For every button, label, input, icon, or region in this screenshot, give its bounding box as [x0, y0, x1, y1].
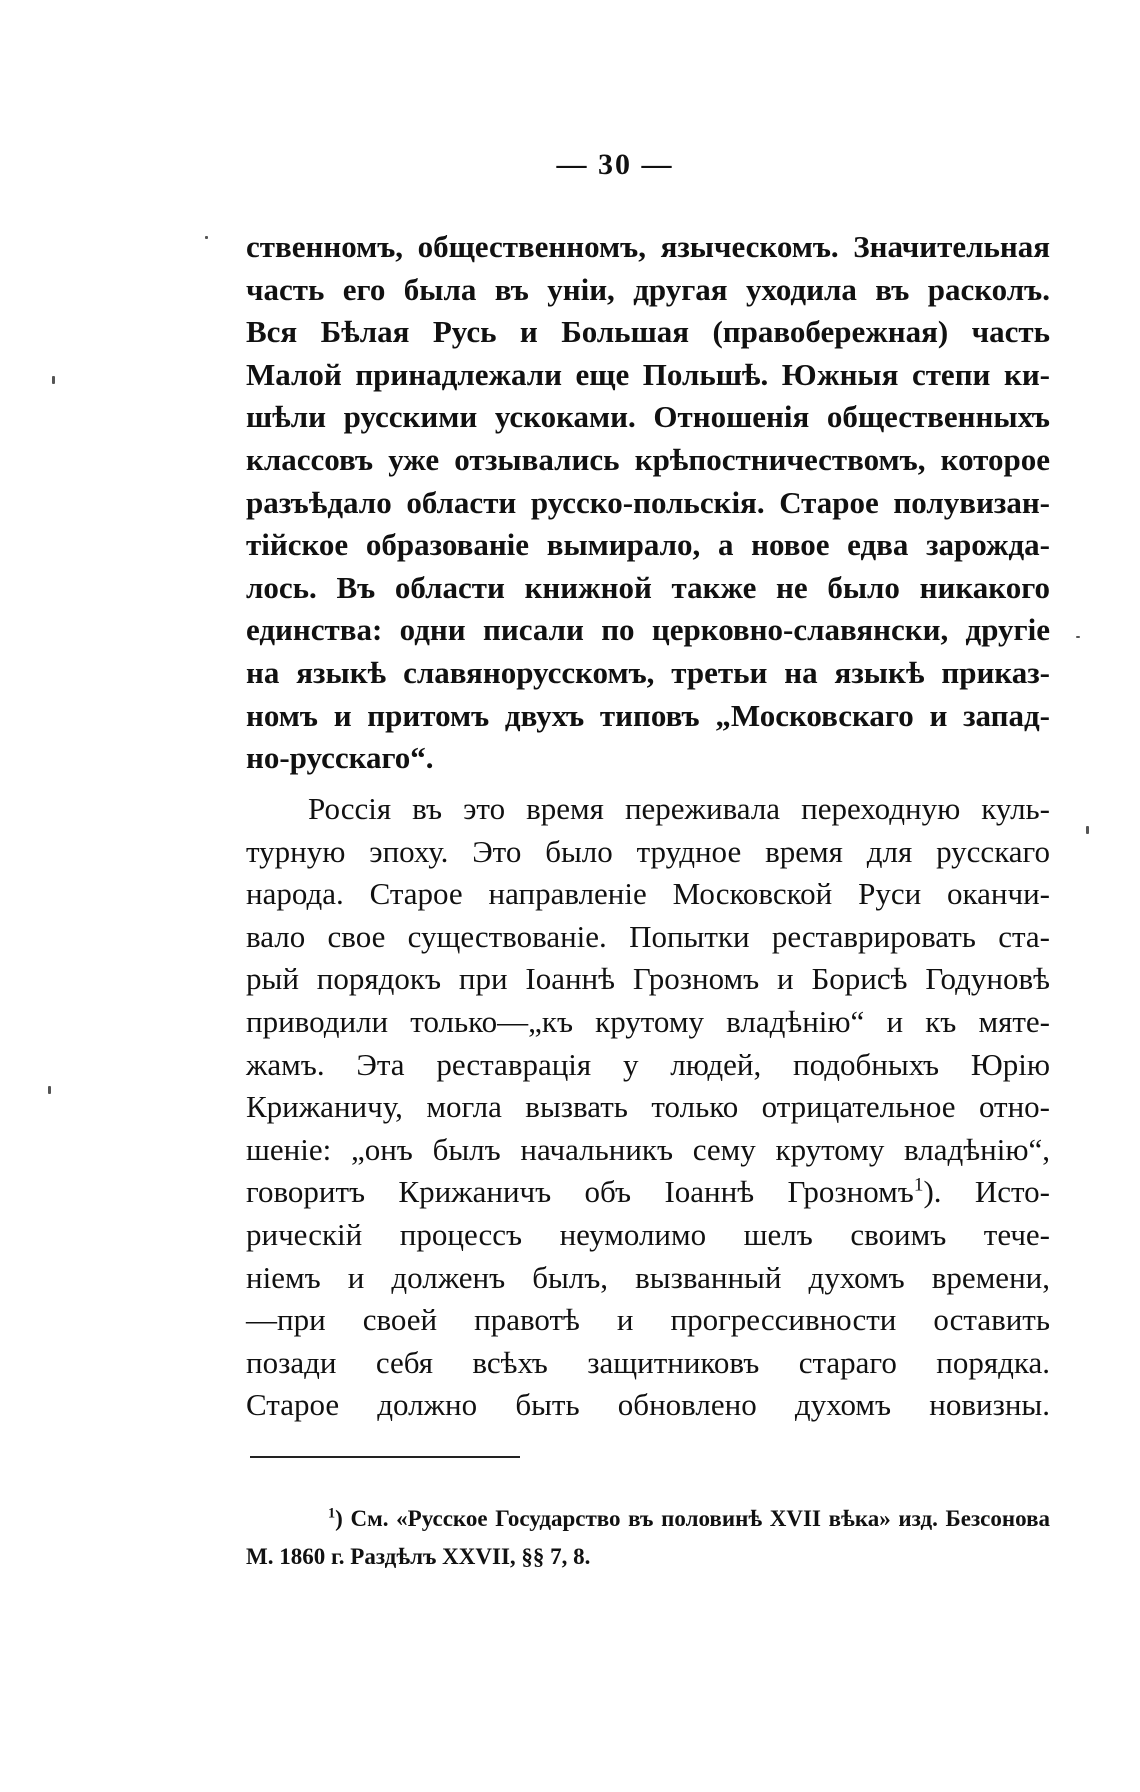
- text-line: шѣли русскими ускоками. Отношенія общественныхъ: [246, 399, 1050, 435]
- paragraph-1: [246, 226, 1050, 780]
- text-fragment: ). Исто-: [923, 1174, 1051, 1210]
- text-line: единства: одни писали по церковно-славянски, другіе: [246, 612, 1050, 648]
- text-line: разъѣдало области русско-польскія. Старое полувизан-: [246, 484, 1050, 520]
- footnote-reference: 1: [913, 1175, 924, 1197]
- page-number: — 30 —: [556, 148, 674, 181]
- text-line: жамъ. Эта реставрація у людей, подобныхъ Юрію: [246, 1046, 1050, 1082]
- text-line: рическій процессъ неумолимо шелъ своимъ тече-: [246, 1216, 1050, 1252]
- text-line: —при своей правотѣ и прогрессивности оставить: [246, 1302, 1050, 1338]
- text-line: рый порядокъ при Іоаннѣ Грозномъ и Борисѣ Годуновѣ: [246, 961, 1050, 997]
- text-line: приводили только—„къ крутому владѣнію“ и къ мяте-: [246, 1003, 1050, 1039]
- text-line: Старое должно быть обновлено духомъ новизны.: [246, 1387, 1050, 1423]
- text-line: лось. Въ области книжной также не было никакого: [246, 569, 1050, 605]
- text-line: турную эпоху. Это было трудное время для русскаго: [246, 833, 1050, 869]
- text-line: ственномъ, общественномъ, языческомъ. Значительная: [246, 229, 1050, 264]
- text-line: народа. Старое направленіе Московской Руси оканчи-: [246, 876, 1050, 912]
- text-line: на языкѣ славянорусскомъ, третьи на языкѣ приказ-: [246, 654, 1050, 690]
- text-line: классовъ уже отзывались крѣпостничествомъ, которое: [246, 441, 1050, 477]
- footnote-separator: [250, 1456, 520, 1458]
- scan-speck: [52, 376, 55, 384]
- scan-speck: [1076, 636, 1080, 638]
- footnote-marker: 1: [328, 1505, 336, 1522]
- text-line: но-русскаго“.: [246, 740, 434, 776]
- scan-speck: [205, 236, 208, 239]
- text-line: позади себя всѣхъ защитниковъ стараго порядка.: [246, 1344, 1050, 1380]
- text-line: шеніе: „онъ былъ начальникъ сему крутому владѣнію“,: [246, 1131, 1050, 1167]
- scan-speck: [48, 1086, 51, 1094]
- paragraph-2: [246, 788, 1050, 1427]
- footnote-text: ) См. «Русское Государство въ половинѣ XVII вѣка» изд. Безсонова: [335, 1506, 1050, 1531]
- text-line: Россія въ это время переживала переходную куль-: [308, 791, 1050, 826]
- text-fragment: говоритъ Крижаничъ объ Іоаннѣ Грозномъ: [246, 1174, 914, 1210]
- text-line: ніемъ и долженъ былъ, вызванный духомъ времени,: [246, 1259, 1050, 1295]
- text-line: Крижаничу, могла вызвать только отрицательное отно-: [246, 1089, 1050, 1125]
- text-line: Малой принадлежали еще Польшѣ. Южныя степи ки-: [246, 356, 1050, 392]
- text-line: часть его была въ уніи, другая уходила въ расколъ.: [246, 271, 1050, 307]
- text-line: тійское образованіе вымирало, а новое едва зарожда-: [246, 527, 1050, 563]
- text-line: Вся Бѣлая Русь и Большая (правобережная) часть: [246, 314, 1050, 350]
- footnote-line: [246, 1500, 1050, 1538]
- footnote: [246, 1500, 1050, 1576]
- scan-speck: [1086, 826, 1089, 834]
- text-line: номъ и притомъ двухъ типовъ „Московскаго и запад-: [246, 697, 1050, 733]
- text-line: вало свое существованіе. Попытки реставрировать ста-: [246, 918, 1050, 954]
- text-line-with-footnote-ref: [246, 1171, 1050, 1214]
- footnote-line: М. 1860 г. Раздѣлъ XXVII, §§ 7, 8.: [246, 1544, 591, 1569]
